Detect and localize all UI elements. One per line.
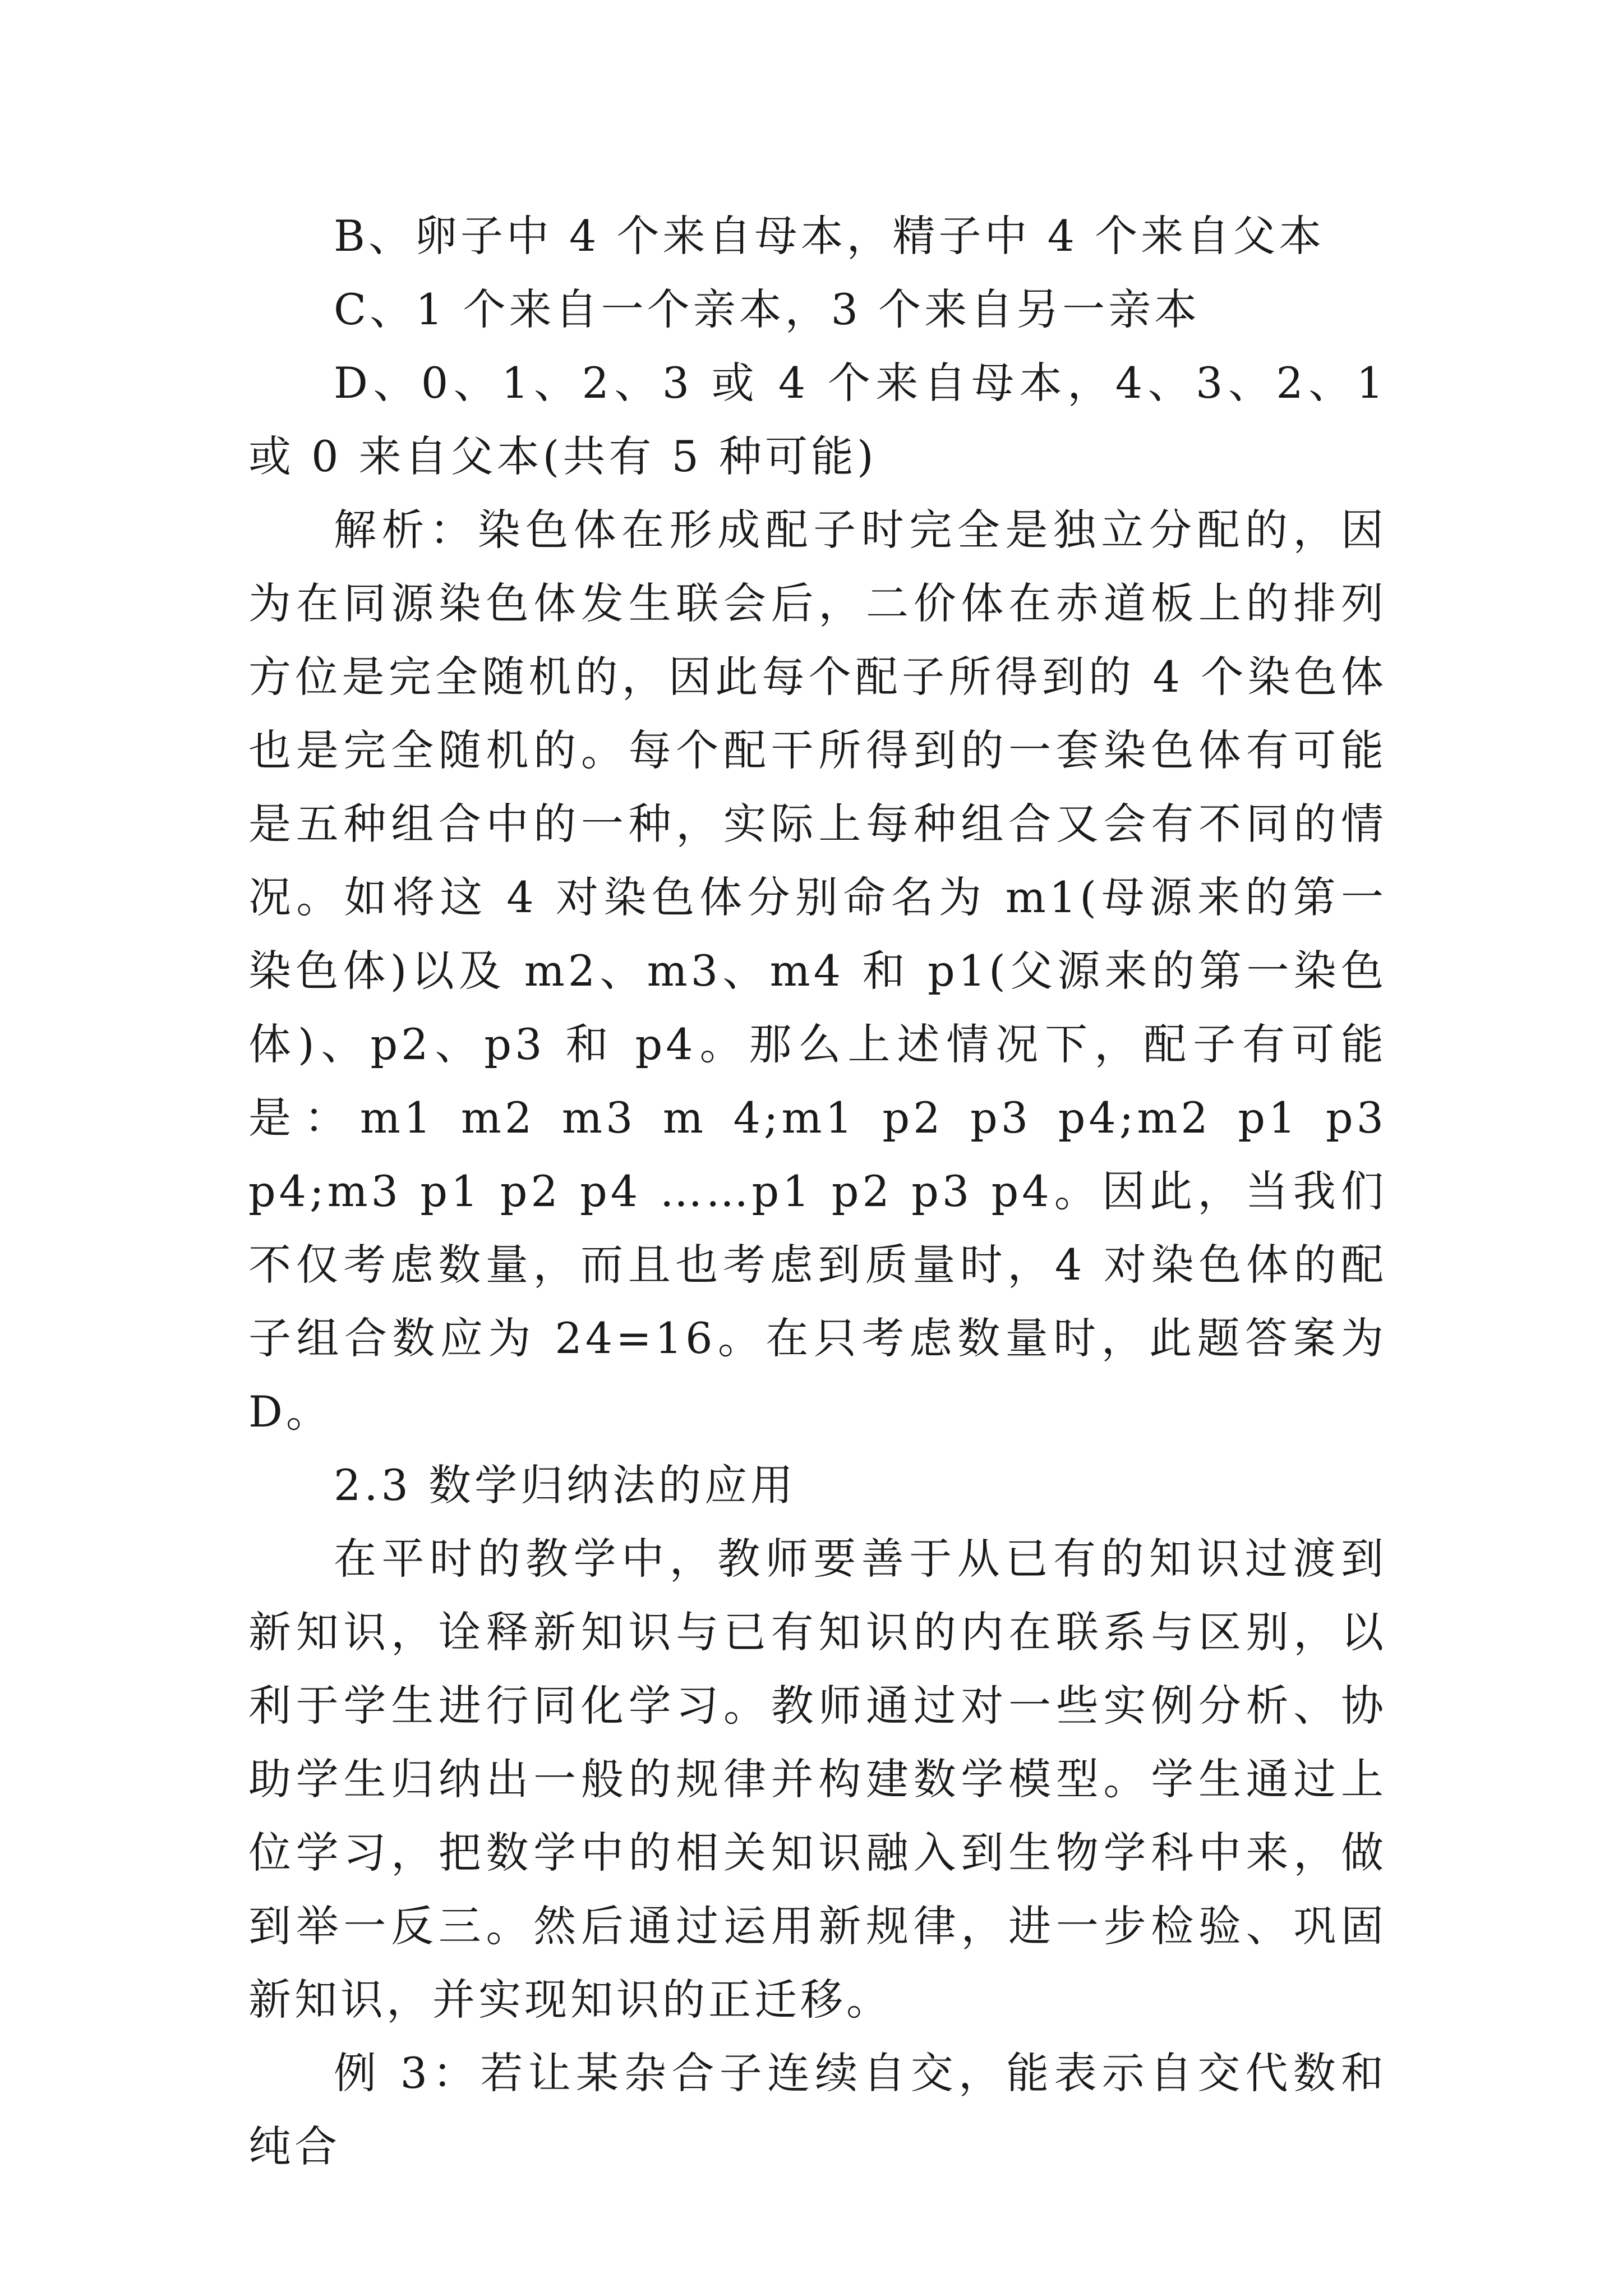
example-paragraph: 例 3：若让某杂合子连续自交，能表示自交代数和纯合	[248, 2048, 1387, 2171]
section-heading: 2.3 数学归纳法的应用	[334, 1460, 797, 1510]
analysis-paragraph: 解析：染色体在形成配子时完全是独立分配的，因为在同源染色体发生联会后，二价体在赤道板上的排列方位是完全随机的，因此每个配子所得到的 4 个染色体也是完全随机的。每个配干所得到的一套染色体有可能是五种组合中的一种，实际上每种组合又会有不同的情况。如将这 4 对染色体分别命名为 m1(母源来的第一染色体)以及 m2、m3、m4 和 p1(父源来的第一染色体)、p2、p3 和 p4。那么上述情况下，配子有可能是：m1 m2 m3 m 4;m1 p2 p3 p4;m2 p1 p3 p4;m3 p1 p2 p4 ……p1 p2 p3 p4。因此，当我们不仅考虑数量，而且也考虑到质量时，4 对染色体的配子组合数应为 24=16。在只考虑数量时，此题答案为 D。	[248, 505, 1387, 1437]
body-text	[248, 199, 1387, 2183]
option-c: C、1 个来自一个亲本，3 个来自另一亲本	[334, 284, 1201, 334]
option-b: B、卵子中 4 个来自母本，精子中 4 个来自父本	[334, 211, 1325, 261]
option-d: D、0、1、2、3 或 4 个来自母本，4、3、2、1 或 0 来自父本(共有 5 种可能)	[248, 358, 1387, 481]
body-paragraph: 在平时的教学中，教师要善于从已有的知识过渡到新知识，诠释新知识与已有知识的内在联系与区别，以利于学生进行同化学习。教师通过对一些实例分析、协助学生归纳出一般的规律并构建数学模型。学生通过上位学习，把数学中的相关知识融入到生物学科中来，做到举一反三。然后通过运用新规律，进一步检验、巩固新知识，并实现知识的正迁移。	[248, 1534, 1387, 2024]
